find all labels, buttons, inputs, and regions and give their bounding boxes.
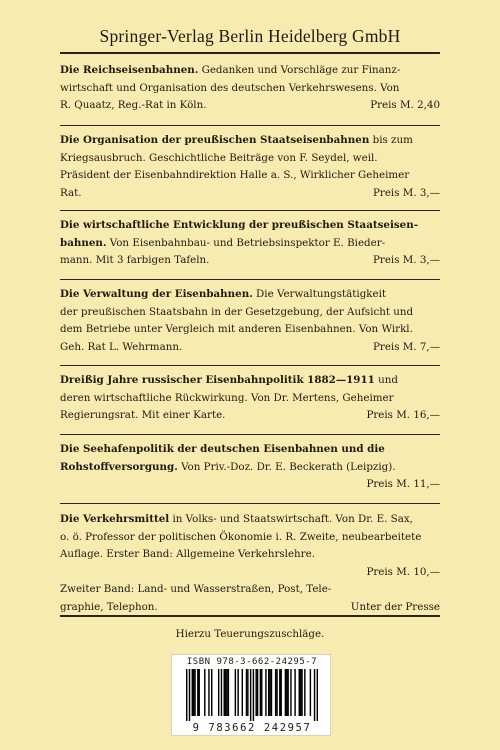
- entry-line: [60, 407, 440, 425]
- entry-separator: [60, 503, 440, 504]
- entry-line: [60, 546, 440, 564]
- barcode-bar: [276, 669, 277, 716]
- entry-text: [60, 581, 331, 599]
- entry-line: [60, 80, 440, 98]
- entry-text: [60, 407, 225, 425]
- barcode-bar: [260, 669, 261, 716]
- barcode-bar: [224, 669, 225, 716]
- book-description: und: [374, 374, 398, 386]
- entry-text: [60, 217, 418, 235]
- book-entry: [60, 441, 440, 494]
- entry-line: [60, 321, 440, 339]
- entry-text: [60, 304, 413, 322]
- barcode-bar: [257, 669, 258, 716]
- barcode-bars: [186, 669, 318, 721]
- barcode-bar: [279, 669, 280, 716]
- entry-text: [60, 286, 386, 304]
- entry-line: [60, 564, 440, 582]
- entry-text: [60, 511, 413, 529]
- entry-line: [60, 339, 440, 357]
- barcode-bar: [247, 669, 248, 716]
- advertisement-list: [60, 52, 440, 617]
- book-description: Geh. Rat L. Wehrmann.: [60, 340, 183, 353]
- entry-separator: [60, 365, 440, 366]
- entry-text: [60, 459, 396, 477]
- entry-line: [60, 581, 440, 599]
- barcode-bar: [290, 669, 291, 716]
- barcode-bar: [269, 669, 270, 716]
- entry-line: [60, 252, 440, 270]
- book-description: Von Priv.-Doz. Dr. E. Beckerath (Leipzig).: [177, 460, 396, 473]
- entry-text: [60, 546, 315, 564]
- book-entry: [60, 217, 440, 270]
- book-entry: [60, 132, 440, 202]
- barcode-bar: [268, 669, 269, 716]
- entry-text: [60, 235, 385, 253]
- entry-line: [60, 476, 440, 494]
- barcode-bar: [286, 669, 287, 716]
- barcode-bar: [300, 669, 301, 716]
- book-price: Preis M. 2,40: [370, 99, 440, 111]
- entry-separator: [60, 434, 440, 435]
- barcode-bar: [265, 669, 266, 716]
- entry-text: [60, 97, 207, 115]
- book-description: Rat.: [60, 186, 82, 199]
- book-title: Die Seehafenpolitik der deutschen Eisenbahnen und die: [60, 443, 385, 455]
- barcode-bar: [197, 669, 198, 716]
- book-description: der preußischen Staatsbahn in der Gesetzgebung, der Aufsicht und: [60, 305, 414, 318]
- entry-line: [60, 459, 440, 477]
- book-description: Auflage. Erster Band: Allgemeine Verkehrslehre.: [60, 548, 315, 560]
- barcode-bar: [226, 669, 227, 716]
- book-price: Unter der Presse: [350, 600, 440, 613]
- book-description: deren wirtschaftliche Rückwirkung. Von Dr. Mertens, Geheimer: [60, 391, 394, 404]
- book-description: in Volks- und Staatswirtschaft. Von Dr. E. Sax,: [169, 513, 413, 525]
- book-description: graphie, Telephon.: [60, 600, 158, 613]
- barcode-bar: [280, 669, 281, 716]
- barcode-bar: [237, 669, 238, 716]
- barcode-bar: [314, 669, 315, 721]
- entry-line: [60, 217, 440, 235]
- book-entry: [60, 286, 440, 356]
- surcharge-note: Hierzu Teuerungszuschläge.: [175, 628, 325, 640]
- book-price: Preis M. 3,—: [372, 186, 440, 199]
- entry-line: [60, 441, 440, 459]
- barcode-bar: [271, 669, 272, 716]
- barcode-bar: [228, 669, 229, 716]
- barcode-bar: [186, 669, 187, 721]
- entry-line: [60, 150, 440, 168]
- barcode-bar: [204, 669, 205, 716]
- book-price: Preis M. 3,—: [372, 254, 440, 266]
- book-price: Preis M. 7,—: [372, 340, 440, 353]
- barcode-bar: [194, 669, 195, 716]
- entry-line: [60, 511, 440, 529]
- entry-line: [60, 132, 440, 150]
- book-title: Die wirtschaftliche Entwicklung der preußischen Staatseisen-: [60, 219, 418, 231]
- barcode-bar: [310, 669, 311, 716]
- book-title: Die Verwaltung der Eisenbahnen.: [60, 288, 253, 300]
- barcode-bar: [261, 669, 262, 716]
- entry-line: [60, 235, 440, 253]
- barcode-bar: [299, 669, 300, 716]
- book-description: mann. Mit 3 farbigen Tafeln.: [60, 254, 210, 266]
- barcode-bar: [192, 669, 193, 716]
- book-price: Preis M. 11,—: [366, 478, 440, 490]
- book-description: Präsident der Eisenbahndirektion Halle a. S., Wirklicher Geheimer: [60, 169, 410, 181]
- barcode-bar: [275, 669, 276, 716]
- book-description: bis zum: [369, 134, 413, 146]
- book-entry: [60, 372, 440, 425]
- book-title: Rohstoffversorgung.: [60, 460, 178, 473]
- book-title: Die Reichseisenbahnen.: [60, 64, 199, 76]
- barcode-bar: [246, 669, 247, 716]
- book-title: Dreißig Jahre russischer Eisenbahnpolitik 1882—1911: [60, 374, 375, 386]
- entry-separator: [60, 125, 440, 126]
- barcode-bar: [304, 669, 305, 716]
- book-description: R. Quaatz, Reg.-Rat in Köln.: [60, 99, 207, 111]
- book-description: dem Betriebe unter Vergleich mit anderen Eisenbahnen. Von Wirkl.: [60, 323, 413, 335]
- barcode-bar: [235, 669, 236, 716]
- book-description: wirtschaft und Organisation des deutschen Verkehrswesens. Von: [60, 81, 400, 94]
- entry-line: [60, 529, 440, 547]
- book-description: Von Eisenbahnbau- und Betriebsinspektor E. Bieder-: [106, 236, 386, 249]
- barcode-bar: [199, 669, 200, 716]
- entry-line: [60, 97, 440, 115]
- book-description: Zweiter Band: Land- und Wasserstraßen, Post, Tele-: [60, 583, 332, 595]
- entry-text: [60, 529, 421, 547]
- entry-text: [60, 80, 399, 98]
- entry-line: [60, 167, 440, 185]
- book-description: o. ö. Professor der politischen Ökonomie i. R. Zweite, neubearbeitete: [60, 530, 422, 543]
- entry-text: [60, 150, 378, 168]
- barcode-bar: [218, 669, 219, 716]
- barcode-bar: [211, 669, 212, 716]
- entry-text: [60, 132, 413, 150]
- barcode-bar: [301, 669, 302, 716]
- entry-separator: [60, 210, 440, 211]
- barcode-bar: [294, 669, 295, 716]
- book-description: Die Verwaltungstätigkeit: [252, 288, 387, 300]
- barcode-bar: [317, 669, 318, 721]
- entry-separator: [60, 279, 440, 280]
- entry-text: [60, 167, 409, 185]
- isbn-barcode: [171, 654, 331, 736]
- entry-text: [60, 390, 394, 408]
- barcode-bar: [255, 669, 256, 716]
- entry-text: [60, 339, 182, 357]
- barcode-bar: [242, 669, 243, 716]
- entry-line: [60, 62, 440, 80]
- book-title: bahnen.: [60, 236, 107, 249]
- entry-line: [60, 304, 440, 322]
- barcode-bar: [225, 669, 226, 716]
- book-title: Die Verkehrsmittel: [60, 513, 170, 525]
- book-title: Die Organisation der preußischen Staatseisenbahnen: [60, 134, 370, 146]
- barcode-bar: [287, 669, 288, 716]
- barcode-bar: [250, 669, 251, 721]
- entry-text: [60, 252, 209, 270]
- barcode-bar: [221, 669, 222, 716]
- entry-text: [60, 599, 158, 617]
- entry-text: [60, 321, 413, 339]
- entry-text: [60, 185, 82, 203]
- ean-digits: 9 783662 242957: [192, 722, 312, 734]
- entry-line: [60, 372, 440, 390]
- book-price: Preis M. 10,—: [366, 565, 440, 578]
- entry-line: [60, 390, 440, 408]
- book-entry: [60, 511, 440, 616]
- barcode-bar: [253, 669, 254, 721]
- publisher-name: Springer-Verlag Berlin Heidelberg GmbH: [99, 26, 401, 46]
- book-description: Regierungsrat. Mit einer Karte.: [60, 409, 226, 421]
- book-price: Preis M. 16,—: [366, 409, 440, 421]
- barcode-bar: [285, 669, 286, 716]
- barcode-bar: [189, 669, 190, 721]
- entry-text: [60, 441, 385, 459]
- book-entry: [60, 62, 440, 115]
- barcode-bar: [193, 669, 194, 716]
- isbn-label: ISBN 978-3-662-24295-7: [186, 657, 318, 667]
- entry-line: [60, 286, 440, 304]
- entry-text: [60, 62, 400, 80]
- book-description: Gedanken und Vorschläge zur Finanz-: [198, 64, 401, 76]
- entry-line: [60, 185, 440, 203]
- book-description: Kriegsausbruch. Geschichtliche Beiträge von F. Seydel, weil.: [60, 151, 378, 164]
- entry-text: [60, 372, 398, 390]
- entry-line: [60, 599, 440, 617]
- barcode-bar: [208, 669, 209, 716]
